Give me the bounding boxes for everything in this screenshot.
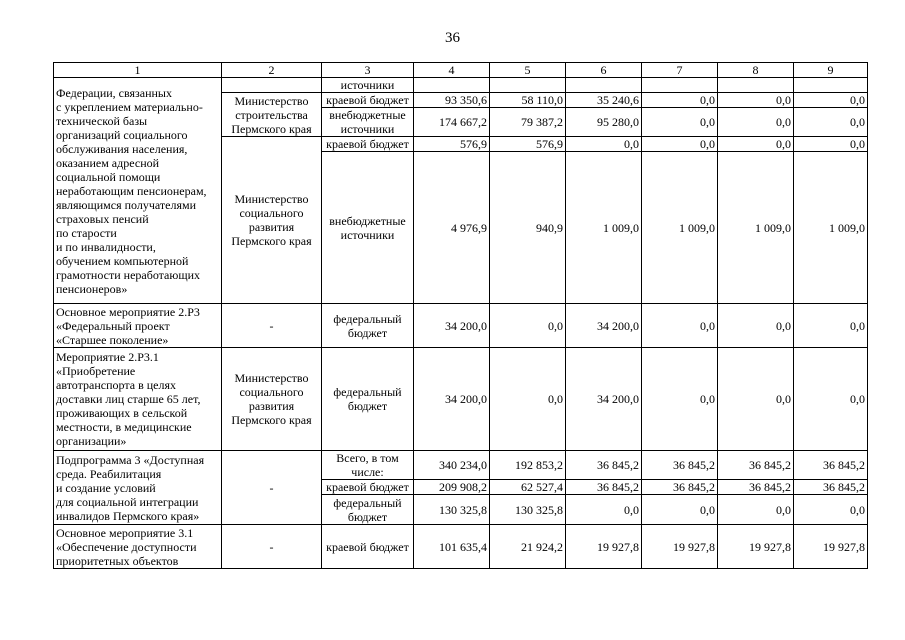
- source-cell: источники: [322, 78, 414, 93]
- value-cell: 130 325,8: [490, 495, 566, 525]
- value-cell: 19 927,8: [566, 525, 642, 569]
- source-cell: краевой бюджет: [322, 93, 414, 108]
- table-row: [54, 451, 868, 480]
- value-cell: 0,0: [794, 137, 868, 152]
- activity-name-cell: Подпрограмма 3 «Доступная среда. Реабилитация и создание условий для социальной интеграции инвалидов Пермского края»: [54, 451, 222, 525]
- value-cell: 340 234,0: [414, 451, 490, 480]
- value-cell: 36 845,2: [718, 480, 794, 495]
- executor-cell: -: [222, 304, 322, 348]
- source-cell: федеральный бюджет: [322, 348, 414, 451]
- value-cell: 576,9: [490, 137, 566, 152]
- value-cell: 0,0: [642, 93, 718, 108]
- executor-cell: Министерство строительства Пермского края: [222, 93, 322, 137]
- value-cell: 0,0: [642, 495, 718, 525]
- value-cell: 19 927,8: [794, 525, 868, 569]
- value-cell: 0,0: [718, 108, 794, 137]
- header-cell: 1: [54, 63, 222, 78]
- header-cell: 7: [642, 63, 718, 78]
- value-cell: 0,0: [794, 108, 868, 137]
- activity-name-cell: Основное мероприятие 3.1 «Обеспечение доступности приоритетных объектов: [54, 525, 222, 569]
- page-number: 36: [445, 30, 460, 46]
- value-cell: 1 009,0: [566, 152, 642, 304]
- value-cell: 174 667,2: [414, 108, 490, 137]
- value-cell: 0,0: [642, 348, 718, 451]
- header-cell: 2: [222, 63, 322, 78]
- source-cell: внебюджетные источники: [322, 108, 414, 137]
- value-cell: 0,0: [794, 495, 868, 525]
- value-cell: 34 200,0: [566, 348, 642, 451]
- value-cell: 36 845,2: [718, 451, 794, 480]
- value-cell: 130 325,8: [414, 495, 490, 525]
- value-cell: 1 009,0: [642, 152, 718, 304]
- executor-cell: Министерство социального развития Пермского края: [222, 348, 322, 451]
- value-cell: 192 853,2: [490, 451, 566, 480]
- source-cell: краевой бюджет: [322, 480, 414, 495]
- source-cell: федеральный бюджет: [322, 495, 414, 525]
- executor-cell: [222, 78, 322, 93]
- value-cell: 101 635,4: [414, 525, 490, 569]
- value-cell: 21 924,2: [490, 525, 566, 569]
- table-row: [54, 304, 868, 348]
- value-cell: 36 845,2: [642, 451, 718, 480]
- activity-name-cell: Основное мероприятие 2.Р3 «Федеральный проект «Старшее поколение»: [54, 304, 222, 348]
- value-cell: 0,0: [490, 304, 566, 348]
- table-row: [54, 78, 868, 93]
- value-cell: 0,0: [566, 137, 642, 152]
- executor-cell: -: [222, 451, 322, 525]
- source-cell: краевой бюджет: [322, 137, 414, 152]
- value-cell: 0,0: [490, 348, 566, 451]
- value-cell: 95 280,0: [566, 108, 642, 137]
- value-cell: 0,0: [794, 93, 868, 108]
- value-cell: 0,0: [794, 304, 868, 348]
- value-cell: 0,0: [718, 304, 794, 348]
- header-cell: 8: [718, 63, 794, 78]
- value-cell: 1 009,0: [794, 152, 868, 304]
- header-cell: 9: [794, 63, 868, 78]
- value-cell: 34 200,0: [414, 348, 490, 451]
- value-cell: 36 845,2: [642, 480, 718, 495]
- value-cell: 62 527,4: [490, 480, 566, 495]
- value-cell: 0,0: [566, 495, 642, 525]
- value-cell: 79 387,2: [490, 108, 566, 137]
- header-cell: 5: [490, 63, 566, 78]
- value-cell: 93 350,6: [414, 93, 490, 108]
- value-cell: 0,0: [718, 93, 794, 108]
- budget-table: [53, 62, 868, 569]
- value-cell: 209 908,2: [414, 480, 490, 495]
- table-row: [54, 348, 868, 451]
- value-cell: 0,0: [642, 108, 718, 137]
- value-cell: 34 200,0: [566, 304, 642, 348]
- header-cell: 4: [414, 63, 490, 78]
- value-cell: 0,0: [642, 137, 718, 152]
- source-cell: федеральный бюджет: [322, 304, 414, 348]
- header-cell: 3: [322, 63, 414, 78]
- value-cell: 34 200,0: [414, 304, 490, 348]
- value-cell: 0,0: [642, 304, 718, 348]
- executor-cell: -: [222, 525, 322, 569]
- source-cell: Всего, в том числе:: [322, 451, 414, 480]
- header-cell: 6: [566, 63, 642, 78]
- activity-name-cell: Мероприятие 2.Р3.1 «Приобретение автотранспорта в целях доставки лиц старше 65 лет, проживающих в сельской местности, в медицинские организации»: [54, 348, 222, 451]
- table-row: [54, 525, 868, 569]
- header-row: [54, 63, 868, 78]
- value-cell: 940,9: [490, 152, 566, 304]
- source-cell: краевой бюджет: [322, 525, 414, 569]
- value-cell: 0,0: [794, 348, 868, 451]
- value-cell: 0,0: [718, 137, 794, 152]
- value-cell: 4 976,9: [414, 152, 490, 304]
- value-cell: 19 927,8: [718, 525, 794, 569]
- value-cell: 36 845,2: [566, 451, 642, 480]
- value-cell: 0,0: [718, 348, 794, 451]
- activity-name-cell: Федерации, связанных с укреплением материально- технической базы организаций социального обслуживания населения, оказанием адресной социальной помощи неработающим пенсионерам, являющимся получателями страховых пенсий по старости и по инвалидности, обучением компьютерной грамотности неработающих пенсионеров»: [54, 78, 222, 304]
- value-cell: 576,9: [414, 137, 490, 152]
- value-cell: 0,0: [718, 495, 794, 525]
- value-cell: 58 110,0: [490, 93, 566, 108]
- value-cell: 35 240,6: [566, 93, 642, 108]
- executor-cell: Министерство социального развития Пермского края: [222, 137, 322, 304]
- value-cell: 36 845,2: [794, 480, 868, 495]
- source-cell: внебюджетные источники: [322, 152, 414, 304]
- value-cell: 36 845,2: [566, 480, 642, 495]
- value-cell: 1 009,0: [718, 152, 794, 304]
- value-cell: 19 927,8: [642, 525, 718, 569]
- value-cell: 36 845,2: [794, 451, 868, 480]
